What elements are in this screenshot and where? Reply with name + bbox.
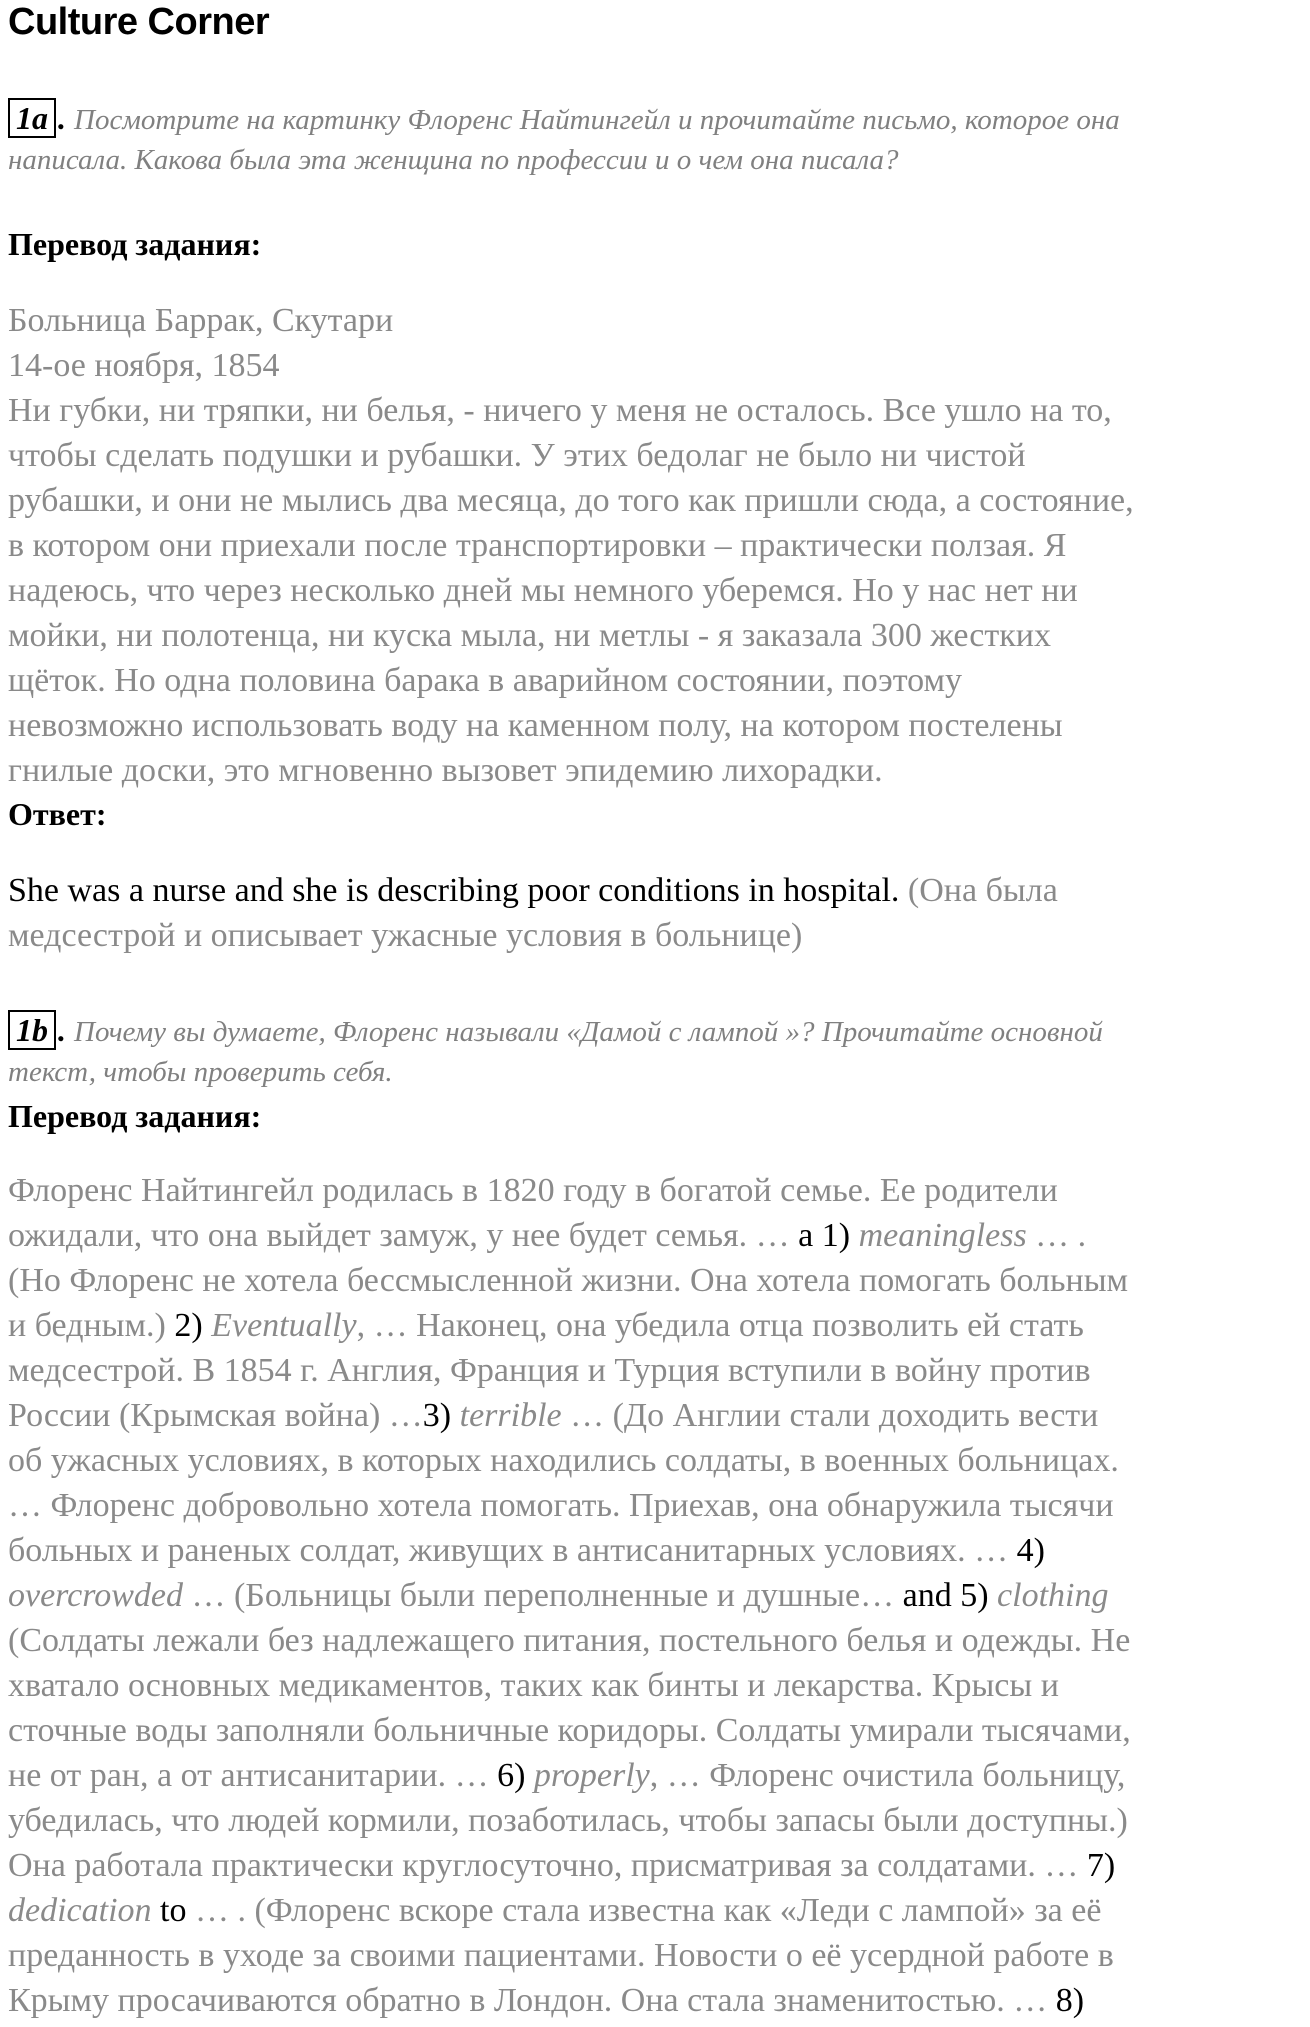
task-1a-answer-label: Ответ: (8, 796, 107, 832)
task-1b-label: 1b (8, 1010, 56, 1050)
text-line: (Солдаты лежали без надлежащего питания, постельного белья и одежды. Не (8, 1622, 1131, 1659)
text-fragment: terrible (459, 1397, 562, 1434)
text-fragment: … . (1026, 1217, 1087, 1254)
text-line: сточные воды заполняли больничные коридоры. Солдаты умирали тысячами, (8, 1712, 1131, 1749)
text-fragment: clothing (997, 1577, 1109, 1614)
text-fragment: meaningless (858, 1217, 1027, 1254)
answer-russian-cont: медсестрой и описывает ужасные условия в больнице) (8, 917, 803, 954)
text-fragment: Она работала практически круглосуточно, присматривая за солдатами. … (8, 1847, 1087, 1884)
text-fragment: , … Наконец, она убедила отца позволить ей стать (356, 1307, 1084, 1344)
task-1b-instruction (8, 1010, 1304, 1092)
task-1a-translation-label: Перевод задания: (8, 226, 262, 262)
answer-russian: (Она была (907, 872, 1058, 909)
text-fragment: … . (Флоренс вскоре стала известна как «Леди с лампой» за её (186, 1892, 1102, 1929)
text-line (8, 1393, 1304, 1438)
text-fragment: dedication (8, 1892, 152, 1929)
text-fragment: Крыму просачиваются обратно в Лондон. Она стала знаменитостью. … (8, 1982, 1056, 2019)
text-line (8, 1978, 1304, 2023)
task-1b-text-line: текст, чтобы проверить себя. (8, 1056, 393, 1088)
text-line (8, 1753, 1304, 1798)
task-1a-text-line: Посмотрите на картинку Флоренс Найтингейл и прочитайте письмо, которое она (74, 104, 1120, 136)
text-line: хватало основных медикаментов, таких как бинты и лекарства. Крысы и (8, 1667, 1059, 1704)
text-fragment: и бедным.) (8, 1307, 175, 1344)
task-1a-text-line: написала. Какова была эта женщина по профессии и о чем она писала? (8, 144, 899, 176)
text-fragment: 8) (1055, 1982, 1085, 2019)
text-line (8, 1573, 1304, 1618)
text-line: медсестрой. В 1854 г. Англия, Франция и Турция вступили в войну против (8, 1352, 1091, 1389)
letter-line: надеюсь, что через несколько дней мы немного уберемся. Но у нас нет ни (8, 572, 1078, 609)
text-fragment: … (До Англии стали доходить вести (561, 1397, 1099, 1434)
text-line: (Но Флоренс не хотела бессмысленной жизни. Она хотела помогать больным (8, 1262, 1129, 1299)
letter-line: чтобы сделать подушки и рубашки. У этих бедолаг не было ни чистой (8, 437, 1026, 474)
text-line (8, 1843, 1304, 1888)
text-line (8, 1528, 1304, 1573)
text-fragment: России (Крымская война) … (8, 1397, 423, 1434)
letter-line: невозможно использовать воду на каменном полу, на котором постелены (8, 707, 1063, 744)
task-1b-text-line: Почему вы думаете, Флоренс называли «Дамой с лампой »? Прочитайте основной (74, 1016, 1103, 1048)
text-line: … Флоренс добровольно хотела помогать. Приехав, она обнаружила тысячи (8, 1487, 1114, 1524)
text-fragment: 7) (1086, 1847, 1116, 1884)
text-fragment: ожидали, что она выйдет замуж, у нее будет семья. … (8, 1217, 799, 1254)
text-fragment: 4) (1016, 1532, 1045, 1569)
letter-line: мойки, ни полотенца, ни куска мыла, ни метлы - я заказала 300 жестких (8, 617, 1051, 654)
text-fragment: a 1) (798, 1217, 859, 1254)
text-fragment: to (151, 1892, 187, 1929)
letter-line: 14-ое ноября, 1854 (8, 347, 280, 384)
task-1a-label: 1a (8, 98, 56, 138)
letter-line: Ни губки, ни тряпки, ни белья, - ничего у меня не осталось. Все ушло на то, (8, 392, 1112, 429)
letter-line: гнилые доски, это мгновенно вызовет эпидемию лихорадки. (8, 752, 883, 789)
text-fragment: 2) (174, 1307, 212, 1344)
text-fragment: properly (533, 1757, 650, 1794)
text-line (8, 1213, 1304, 1258)
text-fragment: , … Флоренс очистила больницу, (649, 1757, 1126, 1794)
text-line (8, 1303, 1304, 1348)
letter-line: щёток. Но одна половина барака в аварийном состоянии, поэтому (8, 662, 962, 699)
letter-line: в котором они приехали после транспортировки – практически ползая. Я (8, 527, 1067, 564)
text-line: об ужасных условиях, в которых находились солдаты, в военных больницах. (8, 1442, 1119, 1479)
text-fragment: overcrowded (8, 1577, 183, 1614)
text-fragment: 3) (422, 1397, 460, 1434)
letter-line: Больница Баррак, Скутари (8, 302, 394, 339)
text-fragment: … (Больницы были переполненные и душные… (182, 1577, 903, 1614)
text-fragment: Eventually (211, 1307, 357, 1344)
page-heading: Culture Corner (8, 1, 270, 43)
answer-english: She was a nurse and she is describing poor conditions in hospital. (8, 872, 900, 909)
text-fragment: 6) (497, 1757, 534, 1794)
task-1b-translation-text (8, 1168, 1304, 2023)
task-1a-answer (8, 868, 1304, 958)
task-1a-instruction (8, 98, 1304, 180)
task-1a-label-dot: . (58, 100, 66, 136)
task-1b-label-dot: . (58, 1012, 66, 1048)
task-1b-translation-label: Перевод задания: (8, 1098, 262, 1134)
text-line: преданность в уходе за своими пациентами. Новости о её усердной работе в (8, 1937, 1114, 1974)
text-line: убедилась, что людей кормили, позаботилась, чтобы запасы были доступны.) (8, 1802, 1128, 1839)
text-fragment: больных и раненых солдат, живущих в антисанитарных условиях. … (8, 1532, 1017, 1569)
text-fragment: and 5) (902, 1577, 998, 1614)
text-fragment: не от ран, а от антисанитарии. … (8, 1757, 498, 1794)
text-line: Флоренс Найтингейл родилась в 1820 году в богатой семье. Ее родители (8, 1172, 1058, 1209)
text-line (8, 1888, 1304, 1933)
letter-line: рубашки, и они не мылись два месяца, до того как пришли сюда, а состояние, (8, 482, 1134, 519)
letter-text (8, 298, 1304, 793)
